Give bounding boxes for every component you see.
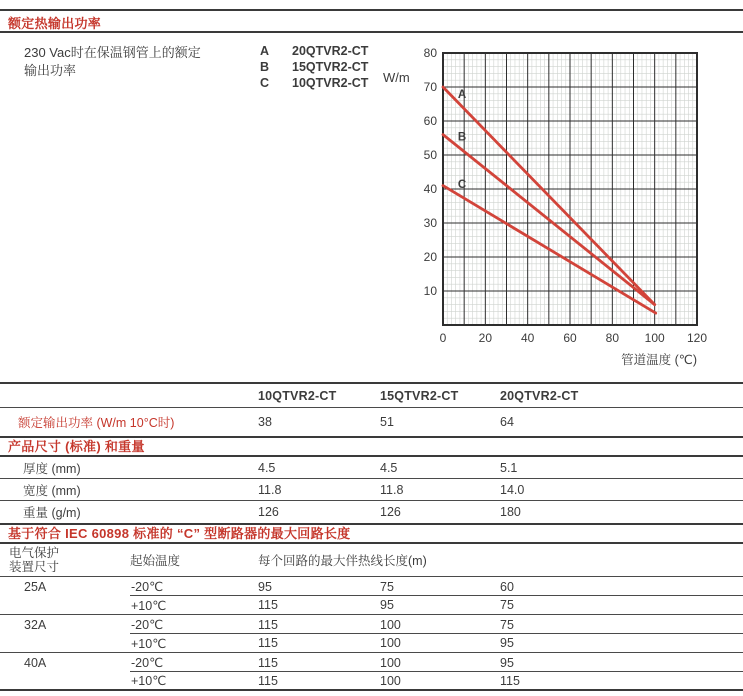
dimension-value: 180 xyxy=(500,505,521,519)
column-header-20qtvr2: 20QTVR2-CT xyxy=(500,388,579,403)
chart-series-label-B: B xyxy=(457,131,467,144)
dimension-value: 4.5 xyxy=(380,460,398,475)
title-underline xyxy=(0,31,743,33)
x-tick-label: 40 xyxy=(520,331,535,345)
x-tick-label: 0 xyxy=(439,331,447,345)
legend-key: C xyxy=(260,76,270,90)
rated-output-label: 额定输出功率 (W/m 10°C时) xyxy=(18,416,175,430)
x-tick-label: 60 xyxy=(563,331,577,345)
max-length-value: 75 xyxy=(500,598,514,612)
max-length-value: 95 xyxy=(380,598,394,612)
legend-key: A xyxy=(260,44,270,58)
start-temp: +10℃ xyxy=(131,598,167,613)
max-length-value: 100 xyxy=(380,673,401,688)
dimension-row xyxy=(0,457,743,479)
y-tick-label: 10 xyxy=(423,284,437,298)
max-length-value: 115 xyxy=(258,673,278,688)
rated-output-value-2: 51 xyxy=(380,415,394,429)
max-length-value: 115 xyxy=(258,636,278,650)
legend-item-C xyxy=(260,75,368,91)
start-temp: +10℃ xyxy=(131,674,167,688)
x-axis-title: 管道温度 (℃) xyxy=(621,353,697,367)
dimension-value: 126 xyxy=(258,505,279,519)
circuit-header-start-temp: 起始温度 xyxy=(130,554,181,568)
max-length-value: 95 xyxy=(258,579,272,594)
dimension-value: 14.0 xyxy=(500,482,525,497)
dimension-row xyxy=(0,479,743,501)
circuit-table-header-row xyxy=(0,544,743,577)
y-tick-label: 30 xyxy=(423,216,437,230)
max-length-value: 95 xyxy=(500,655,514,670)
y-tick-label: 70 xyxy=(423,80,437,94)
dimension-label: 宽度 (mm) xyxy=(23,483,81,498)
start-temp: -20℃ xyxy=(131,580,164,594)
y-tick-label: 80 xyxy=(423,46,437,60)
rated-output-value-1: 38 xyxy=(258,415,272,429)
start-temp: +10℃ xyxy=(131,636,167,651)
legend-product: 20QTVR2-CT xyxy=(292,44,369,58)
column-header-10qtvr2: 10QTVR2-CT xyxy=(258,388,337,403)
max-length-value: 75 xyxy=(500,617,514,632)
intro-text xyxy=(24,44,249,79)
output-power-line-chart xyxy=(420,40,743,375)
circuit-row-40A-+10℃ xyxy=(0,672,743,691)
circuit-row-40A--20℃ xyxy=(0,653,743,672)
max-length-value: 100 xyxy=(380,617,401,632)
intro-line-2: 输出功率 xyxy=(24,62,77,78)
circuit-header-device-size xyxy=(0,546,130,575)
breaker-size: 40A xyxy=(24,655,47,670)
y-tick-label: 40 xyxy=(423,182,437,196)
dimensions-rows xyxy=(0,457,743,523)
section-title-circuit-length: 基于符合 IEC 60898 标准的 “C” 型断路器的最大回路长度 xyxy=(0,523,743,544)
chart-line-C xyxy=(443,186,656,314)
breaker-size: 32A xyxy=(24,617,47,632)
dimension-value: 5.1 xyxy=(500,460,518,475)
x-tick-label: 80 xyxy=(605,331,620,345)
circuit-header-device-size-line2: 装置尺寸 xyxy=(9,560,60,574)
power-table-header-row xyxy=(0,382,743,408)
y-tick-label: 50 xyxy=(423,148,437,162)
y-axis-unit-label: W/m xyxy=(383,70,410,85)
legend-item-A xyxy=(260,43,368,59)
y-tick-label: 20 xyxy=(423,250,437,264)
top-rule xyxy=(0,9,743,11)
circuit-row-32A-+10℃ xyxy=(0,634,743,653)
chart-legend xyxy=(260,43,368,91)
dimension-value: 11.8 xyxy=(258,482,282,497)
circuit-row-32A--20℃ xyxy=(0,615,743,634)
max-length-value: 95 xyxy=(500,636,514,650)
circuit-row-25A--20℃ xyxy=(0,577,743,596)
circuit-header-max-length: 每个回路的最大伴热线长度(m) xyxy=(258,554,427,568)
legend-product: 10QTVR2-CT xyxy=(292,76,369,90)
x-tick-label: 20 xyxy=(478,331,493,345)
max-length-value: 115 xyxy=(258,655,278,670)
max-length-value: 75 xyxy=(380,579,394,594)
circuit-rows xyxy=(0,577,743,691)
max-length-value: 115 xyxy=(258,617,278,632)
start-temp: -20℃ xyxy=(131,618,164,632)
x-tick-label: 100 xyxy=(644,331,665,345)
rated-output-value-3: 64 xyxy=(500,415,514,429)
max-length-value: 100 xyxy=(380,655,401,670)
dimension-label: 重量 (g/m) xyxy=(23,506,81,520)
legend-item-B xyxy=(260,59,368,75)
y-tick-label: 60 xyxy=(423,114,437,128)
rated-output-row xyxy=(0,408,743,436)
chart-series-label-A: A xyxy=(457,88,467,101)
max-length-value: 60 xyxy=(500,579,514,594)
intro-line-1: 230 Vac时在保温钢管上的额定 xyxy=(24,45,201,60)
max-length-value: 115 xyxy=(500,673,520,688)
circuit-header-device-size-line1: 电气保护 xyxy=(9,545,60,560)
start-temp: -20℃ xyxy=(131,656,164,670)
dimension-value: 4.5 xyxy=(258,460,276,475)
dimension-label: 厚度 (mm) xyxy=(23,461,81,476)
legend-key: B xyxy=(260,60,270,74)
section-title-rated-output: 额定热输出功率 xyxy=(8,16,102,31)
max-length-value: 115 xyxy=(258,598,278,612)
dimension-value: 126 xyxy=(380,505,401,519)
dimension-value: 11.8 xyxy=(380,482,404,497)
column-header-15qtvr2: 15QTVR2-CT xyxy=(380,388,459,403)
max-length-value: 100 xyxy=(380,636,401,650)
dimension-row xyxy=(0,501,743,523)
circuit-row-25A-+10℃ xyxy=(0,596,743,615)
tables-area xyxy=(0,382,743,691)
breaker-size: 25A xyxy=(24,579,47,594)
section-title-dimensions: 产品尺寸 (标准) 和重量 xyxy=(0,436,743,457)
legend-product: 15QTVR2-CT xyxy=(292,60,369,74)
x-tick-label: 120 xyxy=(686,331,708,345)
chart-series-label-C: C xyxy=(457,178,467,191)
